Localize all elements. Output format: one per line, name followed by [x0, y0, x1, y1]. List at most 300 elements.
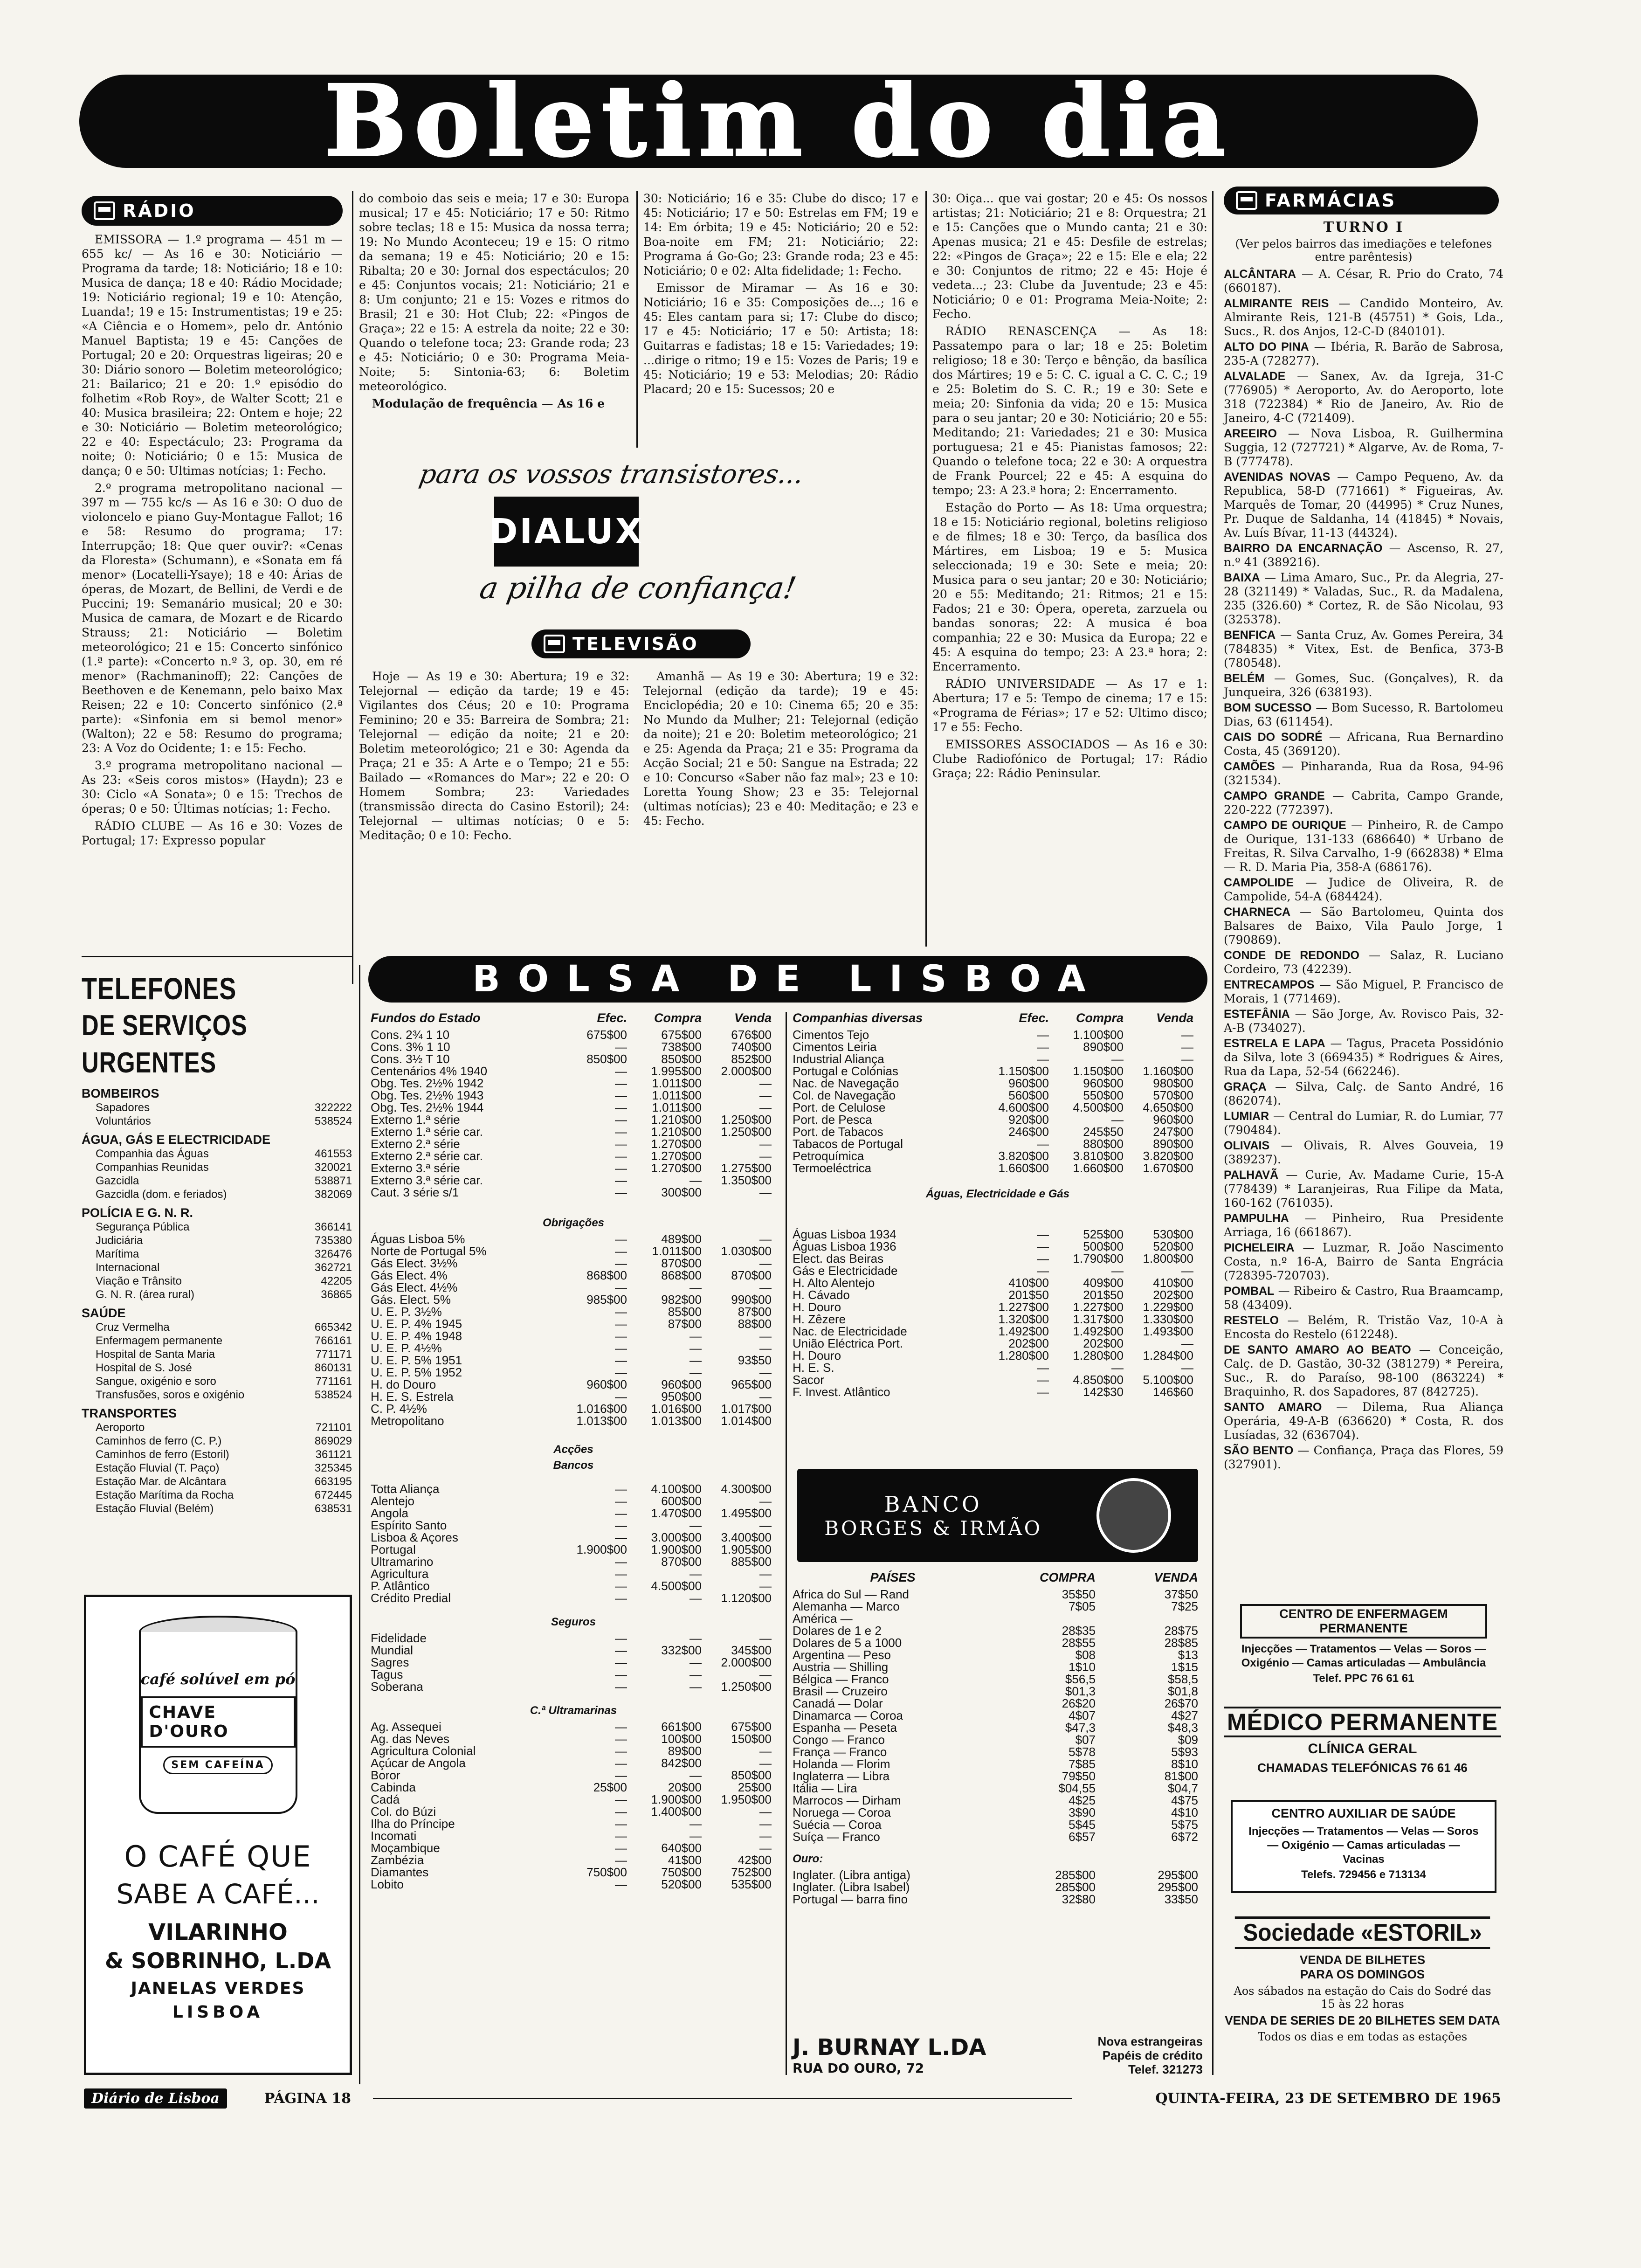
table-value: 28$55 — [1062, 1636, 1096, 1650]
pharmacy-area: AREEIRO — [1224, 427, 1277, 440]
radio-paragraph: Modulação de frequência — As 16 e — [372, 397, 605, 410]
table-row — [371, 1318, 776, 1330]
table-value: — — [615, 1631, 627, 1645]
radio-paragraph: EMISSORA — 1.º programa — 451 m — 655 kc/ — As 16 e 30: Noticiário — Programa da tarde; 18: Noticiário; 18 e 10: Musica de dança; 18 e 40: Rádio Mocidade; 19: Noticiário regional; 19 e 10: Atenção, Luanda!; 19 e 15: Instrumentistas; 19 e 25: «A Ciência e o Homem», pelo dr. António Manuel Baptista; 19 e 45: Canções de Portugal; 20 e 20: Orquestras ligeiras; 20 e 30: Diário sonoro — Boletim meteorológico; 21: Bailarico; 21 e 20: 1.º episódio do folhetim «Rob Roy», de Walter Scott; 21 e 40: Musica brasileira; 22: Ontem e hoje; 22 e 30: Noticiário — Boletim meteorológico; 22 e 40: Espectáculo; 23: Programa da noite; 0: Noticiário; 0 e 15: Musica de dança; 0 e 50: Ultimas notícias; 1: Fecho. — [82, 233, 343, 477]
telefone-name: Gazcidla — [96, 1175, 139, 1187]
table-value: 1.900$00 — [651, 1542, 702, 1556]
table-value: 6$57 — [1069, 1830, 1096, 1844]
pharmacy-details: — Conceição, Calç. de D. Gastão, 30-32 (381279) * Pereira, Suc., R. do Paraíso, 98-100 (863224) * Braquinho, R. dos Sapadores, 87 (842725). — [1224, 1343, 1503, 1398]
table-label: Boror — [371, 1768, 400, 1782]
can-brand: CHAVE D'OURO — [141, 1696, 296, 1748]
table-value: — — [759, 1805, 772, 1819]
table-value: 1.013$00 — [576, 1414, 627, 1428]
pharmacy-list — [1224, 267, 1504, 1471]
table-value: — — [1037, 1040, 1049, 1054]
table-value: 33$50 — [1164, 1892, 1198, 1906]
table-row — [371, 1632, 776, 1644]
table-label: Crédito Predial — [371, 1591, 451, 1605]
table-label: Bélgica — Franco — [793, 1672, 889, 1686]
table-label: Holanda — Florim — [793, 1757, 890, 1771]
telefone-row — [82, 1348, 352, 1361]
pharmacy-area: ENTRECAMPOS — [1224, 978, 1315, 991]
table-value: 1.016$00 — [651, 1402, 702, 1416]
table-row — [371, 1519, 776, 1531]
table-value: — — [615, 1353, 627, 1367]
table-row — [371, 1089, 776, 1101]
telefone-number: 322222 — [314, 1101, 352, 1114]
telefone-number: 771171 — [315, 1348, 352, 1361]
telefone-number: 366141 — [314, 1221, 352, 1233]
table-value: — — [615, 1655, 627, 1669]
pharmacy-entry — [1224, 671, 1503, 699]
telefone-name: Sangue, oxigénio e soro — [96, 1375, 216, 1388]
table-value: 410$00 — [1008, 1276, 1049, 1290]
table-row — [793, 1252, 1203, 1265]
pharmacy-entry — [1224, 541, 1503, 569]
table-row — [793, 1612, 1203, 1625]
table-value: — — [759, 1076, 772, 1090]
enfermagem-title: CENTRO DE ENFERMAGEM PERMANENTE — [1240, 1604, 1487, 1639]
table-value: 1.320$00 — [998, 1312, 1049, 1326]
farmacias-label: FARMÁCIAS — [1265, 190, 1397, 211]
table-value: 1.493$00 — [1143, 1324, 1193, 1338]
table-value: 1.011$00 — [652, 1088, 702, 1102]
table-value: 2.000$00 — [721, 1655, 772, 1669]
pharmacy-area: ALMIRANTE REIS — [1224, 297, 1329, 310]
table-label: Canadá — Dolar — [793, 1696, 883, 1710]
table-label: C. P. 4½% — [371, 1402, 427, 1416]
table-value: 1.660$00 — [998, 1161, 1049, 1175]
column-header: Companhias diversas — [793, 1011, 923, 1025]
table-label: Metropolitano — [371, 1414, 444, 1428]
table-value: 28$35 — [1062, 1624, 1096, 1638]
table-row — [371, 1354, 776, 1366]
table-label: Dinamarca — Coroa — [793, 1708, 903, 1722]
table-row — [793, 1313, 1203, 1325]
medico-title: MÉDICO PERMANENTE — [1224, 1707, 1501, 1737]
table-label: Inglater. (Libra Isabel) — [793, 1880, 910, 1894]
telefone-row — [82, 1288, 352, 1301]
table-value: — — [1037, 1227, 1049, 1241]
table-value: — — [759, 1518, 772, 1532]
pharmacy-entry — [1224, 1314, 1503, 1341]
table-value: 1.275$00 — [721, 1161, 772, 1175]
pharmacy-entry — [1224, 470, 1503, 540]
table-value: 960$00 — [586, 1377, 627, 1391]
table-label: Diamantes — [371, 1865, 429, 1879]
table-value: — — [615, 1768, 627, 1782]
pharmacy-details: — Gomes, Suc. (Gonçalves), R. da Junqueira, 326 (638193). — [1224, 671, 1503, 699]
masthead-title: Boletim do dia — [324, 63, 1233, 179]
table-value: 87$00 — [668, 1317, 702, 1331]
pharmacy-area: DE SANTO AMARO AO BEATO — [1224, 1343, 1411, 1356]
column-rule — [786, 1012, 787, 2075]
table-row — [371, 1769, 776, 1781]
pharmacy-details: — Confiança, Praça das Flores, 59 (327901). — [1224, 1444, 1503, 1471]
table-value: — — [1037, 1373, 1049, 1387]
table-value: — — [615, 1877, 627, 1891]
table-value: — — [615, 1256, 627, 1270]
telefone-number: 538524 — [314, 1115, 352, 1127]
footer-paper: Diário de Lisboa — [84, 2088, 227, 2109]
table-value: — — [759, 1256, 772, 1270]
table-label: Elect. das Beiras — [793, 1252, 884, 1265]
telefone-row — [82, 1388, 352, 1402]
table-value: 7$05 — [1069, 1599, 1096, 1613]
table-value: 1.270$00 — [651, 1149, 702, 1163]
table-row — [371, 1793, 776, 1805]
pharmacy-entry — [1224, 1444, 1503, 1472]
table-label: U. E. P. 5% 1952 — [371, 1365, 462, 1379]
pharmacy-details: — Lima Amaro, Suc., Pr. da Alegria, 27-28 (321149) * Valadas, Suc., R. da Madalena, 235 (326.60) * Cortez, R. de São Nicolau, 93 (325378). — [1224, 571, 1503, 626]
table-label: H. Douro — [793, 1300, 841, 1314]
table-row — [371, 1269, 776, 1281]
telefone-row — [82, 1101, 352, 1114]
table-value: 25$00 — [738, 1780, 772, 1794]
table-row — [371, 1403, 776, 1415]
tv-paragraph: Amanhã — As 19 e 30: Abertura; 19 e 32: Telejornal (edição da tarde); 19 e 45: Enciclopédia; 20 e 10: Cinema 65; 20 e 35: No Mundo da Mulher; 21: Telejornal (edição da noite); 21 e 20: Boletim meteorológico; 21 e 25: Agenda da Praça; 21 e 35: Programa da Acção Social; 21 e 50: Sangue na Estrada; 22 e 10: Concurso «Saber não faz mal»; 23 e 10: Loretta Young Show; 23 e 35: Telejornal (ultimas notícias); 23 e 40: Meditação; e 23 e 45: Fecho. — [643, 670, 918, 828]
table-value: 5$93 — [1171, 1745, 1198, 1759]
telefone-name: Estação Fluvial (T. Paço) — [96, 1462, 220, 1474]
table-value: 752$00 — [731, 1865, 772, 1879]
table-label: Marrocos — Dirham — [793, 1793, 901, 1807]
table-value: — — [615, 1280, 627, 1294]
table-value: 600$00 — [661, 1494, 702, 1508]
pharmacy-entry — [1224, 760, 1503, 788]
radio-label: RÁDIO — [123, 201, 196, 221]
telefone-name: Estação Fluvial (Belém) — [96, 1502, 214, 1515]
telefone-number: 382069 — [314, 1188, 352, 1201]
table-value: 4.850$00 — [1073, 1373, 1124, 1387]
table-row — [793, 1661, 1203, 1673]
table-row — [371, 1866, 776, 1878]
telefone-name: G. N. R. (área rural) — [96, 1288, 195, 1301]
table-value: 42$00 — [738, 1853, 772, 1867]
table-value: 5$45 — [1069, 1818, 1096, 1832]
table-value: $56,5 — [1065, 1672, 1096, 1686]
table-label: H. Cávado — [793, 1288, 850, 1302]
table-label: Externo 3.ª série — [371, 1161, 460, 1175]
table-value: 960$00 — [1153, 1113, 1193, 1127]
radio-section — [82, 196, 343, 960]
table-value: 28$75 — [1164, 1624, 1198, 1638]
pharmacy-details: — Dilema, Rua Aliança Operária, 49-A-B (636620) * Costa, R. dos Lusíadas, 32 (636704). — [1224, 1400, 1503, 1442]
table-value: — — [759, 1756, 772, 1770]
table-row — [371, 1293, 776, 1306]
table-value: — — [1037, 1028, 1049, 1042]
table-value: — — [615, 1088, 627, 1102]
table-row — [371, 1306, 776, 1318]
estoril-ad — [1224, 1916, 1501, 2080]
table-value: 1.492$00 — [1073, 1324, 1124, 1338]
estoril-line: Aos sábados na estação do Cais do Sodré das 15 às 22 horas — [1234, 1984, 1491, 2011]
pharmacy-area: AVENIDAS NOVAS — [1224, 470, 1331, 484]
table-value: 1.670$00 — [1143, 1161, 1193, 1175]
table-value: — — [1111, 1113, 1124, 1127]
table-row — [371, 1415, 776, 1427]
table-row — [793, 1831, 1203, 1843]
table-label: Agricultura Colonial — [371, 1744, 476, 1758]
table-value: 85$00 — [668, 1305, 702, 1319]
table-row — [793, 1819, 1203, 1831]
table-label: Inglater. (Libra antiga) — [793, 1868, 910, 1882]
pharmacy-area: CHARNECA — [1224, 906, 1291, 919]
pharmacy-details: — Pinharanda, Rua da Rosa, 94-96 (321534). — [1224, 760, 1503, 787]
pharmacy-entry — [1224, 876, 1503, 904]
telefone-name: Hospital de S. José — [96, 1362, 192, 1374]
pharmacy-area: PAMPULHA — [1224, 1212, 1289, 1225]
table-value: — — [689, 1768, 702, 1782]
telefone-row — [82, 1274, 352, 1288]
radio-header — [82, 196, 343, 226]
table-label: Brasil — Cruzeiro — [793, 1684, 888, 1698]
table-value: 1.280$00 — [998, 1348, 1049, 1362]
pharmacy-entry — [1224, 1007, 1503, 1035]
telefone-name: Caminhos de ferro (C. P.) — [96, 1435, 222, 1447]
table-label: Port. de Celulose — [793, 1100, 886, 1114]
table-label: Petroquímica — [793, 1149, 864, 1163]
table-value: — — [615, 1579, 627, 1593]
telefone-row — [82, 1188, 352, 1201]
radio-column-1 — [82, 232, 343, 960]
telefone-number: 461553 — [314, 1148, 352, 1160]
radio-paragraph: Estação do Porto — As 18: Uma orquestra; 18 e 15: Noticiário regional, boletins religioso e de filmes; 18 e 30: Terço, da basílica dos Mártires, em Lisboa; 19 e 5: Musica seleccionada; 19 e 30: Sete e meia; 20: Musica para o seu jantar; 20 e 30: Noticiário; 20 e 55: Meditando; 21: Ritmos; 21 e 15: Fados; 21 e 30: Ópera, opereta, zarzuela ou bandas sonoras; 22: A musica é boa companhia; 22 e 30: Musica da Europa; 22 e 45: A esquina do tempo; 23: A 23.ª hora; 2: Encerramento. — [932, 501, 1207, 673]
table-value: — — [759, 1280, 772, 1294]
table-value: — — [615, 1720, 627, 1734]
table-value: 750$00 — [661, 1865, 702, 1879]
table-label: Caut. 3 série s/1 — [371, 1185, 459, 1199]
banco-text — [824, 1492, 1042, 1540]
column-rule — [352, 191, 353, 984]
table-value: 3.000$00 — [651, 1530, 702, 1544]
table-value: 4.600$00 — [998, 1100, 1049, 1114]
table-label: Nac. de Navegação — [793, 1076, 899, 1090]
telefones-group-heading: ÁGUA, GÁS E ELECTRICIDADE — [82, 1133, 271, 1147]
medico-ad — [1224, 1707, 1501, 1777]
radio-paragraph: RÁDIO RENASCENÇA — As 18: Passatempo para o lar; 18 e 25: Boletim religioso; 18 e 30: Terço e bênção, da basílica dos Mártires; 19 e 5: C. C. igual a C. C. C.; 19 e 25: Boletim do S. C. R.; 19 e 30: Sete e meia; 20: Sinfonia da vida; 20 e 15: Musica para o seu jantar; 20 e 30: Noticiário; 20 e 55: Meditando; 21: Variedades; 21 e 30: Musica portuguesa; 21 e 45: Pianistas famosos; 22: Quando o telefone toca; 22 e 30: A orquestra de Frank Pourcel; 22 e 45: A esquina do tempo; 23: A 23.ª hora; 2: Encerramento. — [932, 325, 1207, 497]
telefones-section — [82, 970, 352, 1515]
table-label: Fidelidade — [371, 1631, 427, 1645]
pharmacy-entry — [1224, 978, 1503, 1006]
table-subheader: Acções — [553, 1443, 593, 1456]
table-label: Termoeléctrica — [793, 1161, 872, 1175]
table-label: H. Douro — [793, 1348, 841, 1362]
table-label: Cimentos Leiria — [793, 1040, 877, 1054]
pharmacy-details: — Ascenso, R. 27, n.º 41 (389216). — [1224, 541, 1503, 569]
table-label: H. do Douro — [371, 1377, 436, 1391]
table-value: 1.227$00 — [998, 1300, 1049, 1314]
pharmacy-entry — [1224, 571, 1503, 627]
table-row — [793, 1637, 1203, 1649]
table-label: Alentejo — [371, 1494, 414, 1508]
column-header: Venda — [1156, 1011, 1193, 1025]
pharmacy-area: CAMPO GRANDE — [1224, 789, 1325, 802]
telefone-row — [82, 1502, 352, 1515]
burnay-line: Telef. 321273 — [1128, 2062, 1203, 2076]
pharmacy-area: SÃO BENTO — [1224, 1444, 1294, 1457]
table-value: 1.150$00 — [998, 1064, 1049, 1078]
table-value: 7$85 — [1069, 1757, 1096, 1771]
column-header: Venda — [734, 1011, 772, 1025]
table-label: Cabinda — [371, 1780, 416, 1794]
television-icon — [544, 635, 565, 653]
table-label: Cadá — [371, 1792, 400, 1806]
table-value: — — [1181, 1336, 1193, 1350]
telefone-number: 721101 — [315, 1421, 352, 1434]
table-value: 6$72 — [1171, 1830, 1198, 1844]
table-value: $08 — [1075, 1648, 1096, 1662]
table-value: — — [1037, 1137, 1049, 1151]
pharmacy-area: PICHELEIRA — [1224, 1241, 1295, 1254]
table-label: Mundial — [371, 1643, 414, 1657]
table-value: — — [615, 1817, 627, 1831]
table-label: Port. de Tabacos — [793, 1125, 883, 1139]
table-row — [793, 1301, 1203, 1313]
table-row — [371, 1126, 776, 1138]
table-value: 920$00 — [1008, 1113, 1049, 1127]
table-value: 146$60 — [1153, 1385, 1193, 1399]
table-value: — — [1181, 1361, 1193, 1375]
table-value: — — [615, 1305, 627, 1319]
table-value: 1.016$00 — [576, 1402, 627, 1416]
estoril-line: VENDA DE SERIES DE 20 BILHETES SEM DATA — [1225, 2013, 1500, 2027]
table-value: — — [615, 1232, 627, 1246]
table-label: Africa do Sul — Rand — [793, 1587, 910, 1601]
table-value: 850$00 — [586, 1052, 627, 1066]
table-label: Inglaterra — Libra — [793, 1769, 890, 1783]
table-row — [793, 1113, 1203, 1126]
pharmacy-entry — [1224, 730, 1503, 758]
table-label: H. Zêzere — [793, 1312, 846, 1326]
table-value: $07 — [1075, 1733, 1096, 1747]
table-value: — — [689, 1680, 702, 1694]
table-row — [793, 1138, 1203, 1150]
table-value: 300$00 — [661, 1185, 702, 1199]
table-row — [793, 1794, 1203, 1806]
banco-seal-icon — [1096, 1478, 1171, 1553]
table-value: 1.790$00 — [1073, 1252, 1124, 1265]
table-row — [371, 1592, 776, 1604]
table-label: Dolares de 1 e 2 — [793, 1624, 882, 1638]
tv-today — [359, 669, 629, 949]
radio-icon — [94, 201, 115, 220]
table-label: Austria — Shilling — [793, 1660, 889, 1674]
telefone-row — [82, 1448, 352, 1461]
table-label: Águas Lisboa 5% — [371, 1232, 465, 1246]
table-value: 100$00 — [661, 1732, 702, 1746]
table-label: Externo 2.ª série car. — [371, 1149, 483, 1163]
table-row — [793, 1089, 1203, 1101]
table-value: 890$00 — [1083, 1040, 1124, 1054]
table-value: 4$27 — [1171, 1708, 1198, 1722]
table-label: Ag. das Neves — [371, 1732, 450, 1746]
telefone-row — [82, 1220, 352, 1234]
table-row — [793, 1673, 1203, 1685]
table-value: 4.300$00 — [721, 1482, 772, 1496]
table-value: — — [615, 1161, 627, 1175]
telefones-title: TELEFONES — [82, 971, 237, 1006]
table-value: $01,8 — [1167, 1684, 1198, 1698]
table-value: 79$50 — [1062, 1769, 1096, 1783]
auxiliar-ad — [1231, 1800, 1496, 1893]
medico-sub: CLÍNICA GERAL — [1308, 1741, 1417, 1756]
pharmacy-details: — Judice de Oliveira, R. de Campolide, 54-A (684424). — [1224, 876, 1503, 903]
table-row — [371, 1257, 776, 1269]
table-row — [371, 1281, 776, 1293]
table-value: $47,3 — [1065, 1721, 1096, 1735]
table-value: 850$00 — [661, 1052, 702, 1066]
table-value: — — [615, 1494, 627, 1508]
table-label: Obg. Tes. 2½% 1942 — [371, 1076, 484, 1090]
table-row — [371, 1101, 776, 1113]
table-value: — — [615, 1756, 627, 1770]
estoril-title: Sociedade «ESTORIL» — [1235, 1916, 1490, 1949]
table-header — [371, 1012, 776, 1024]
table-row — [793, 1041, 1203, 1053]
pharmacy-entry — [1224, 628, 1503, 670]
pharmacy-entry — [1224, 948, 1503, 976]
coffee-can — [130, 1616, 307, 1825]
cafe-ad — [84, 1595, 352, 2075]
table-value: 675$00 — [731, 1720, 772, 1734]
pharmacy-details: — Campo Pequeno, Av. da Republica, 58-D (771661) * Figueiras, Av. Marquês de Tomar, 20 (44995) * Cruz Nunes, Pr. Duque de Saldanha, 14 (41845) * Novais, Av. Luís Bívar, 11-13 (44324). — [1224, 470, 1504, 539]
table-value: 201$50 — [1008, 1288, 1049, 1302]
table-value: — — [759, 1667, 772, 1681]
pharmacy-area: SANTO AMARO — [1224, 1401, 1322, 1414]
farmacias-header — [1224, 187, 1499, 214]
table-label: U. E. P. 3½% — [371, 1305, 442, 1319]
table-value: — — [689, 1518, 702, 1532]
table-value: — — [759, 1841, 772, 1855]
telefone-number: 766161 — [314, 1335, 352, 1347]
table-value: 980$00 — [1153, 1076, 1193, 1090]
table-value: 88$00 — [738, 1317, 772, 1331]
table-value: — — [615, 1853, 627, 1867]
table-value: 661$00 — [661, 1720, 702, 1734]
table-row — [793, 1162, 1203, 1174]
telefone-number: 735380 — [314, 1234, 352, 1247]
telefone-number: 326476 — [314, 1248, 352, 1260]
pharmacy-details: — Nova Lisboa, R. Guilhermina Suggia, 12 (727721) * Algarve, Av. de Roma, 7-B (777478). — [1224, 427, 1503, 468]
pharmacy-details: — Santa Cruz, Av. Gomes Pereira, 34 (784835) * Vitex, Est. de Benfica, 373-B (780548). — [1224, 628, 1503, 670]
pharmacy-area: BAIRRO DA ENCARNAÇÃO — [1224, 542, 1383, 555]
can-label-top: café solúvel em pó — [140, 1670, 296, 1688]
table-value: — — [615, 1829, 627, 1843]
table-label: Portugal — barra fino — [793, 1892, 908, 1906]
telefones-list — [82, 1086, 352, 1515]
banco-ad — [797, 1469, 1198, 1562]
table-row — [793, 1228, 1203, 1240]
radio-paragraph: EMISSORES ASSOCIADOS — As 16 e 30: Clube Radiofónico de Portugal; 17: Rádio Graça; 22: Rádio Peninsular. — [932, 738, 1207, 780]
table-row — [793, 1697, 1203, 1709]
table-value: 1$10 — [1069, 1660, 1096, 1674]
table-value: — — [615, 1329, 627, 1343]
table-label: Tabacos de Portugal — [793, 1137, 903, 1151]
table-value: 295$00 — [1158, 1880, 1198, 1894]
table-row — [793, 1126, 1203, 1138]
table-value: 525$00 — [1083, 1227, 1124, 1241]
table-value: 20$00 — [668, 1780, 702, 1794]
telefone-row — [82, 1261, 352, 1274]
tv-tomorrow — [643, 669, 918, 949]
table-value: 35$50 — [1062, 1587, 1096, 1601]
medico-tel: CHAMADAS TELEFÓNICAS 76 61 46 — [1257, 1761, 1468, 1775]
table-value: 500$00 — [1083, 1239, 1124, 1253]
table-value: 489$00 — [661, 1232, 702, 1246]
column-header: Fundos do Estado — [371, 1011, 481, 1025]
table-label: U. E. P. 4½% — [371, 1341, 442, 1355]
radio-paragraph: RÁDIO CLUBE — As 16 e 30: Vozes de Portugal; 17: Expresso popular — [82, 819, 343, 847]
